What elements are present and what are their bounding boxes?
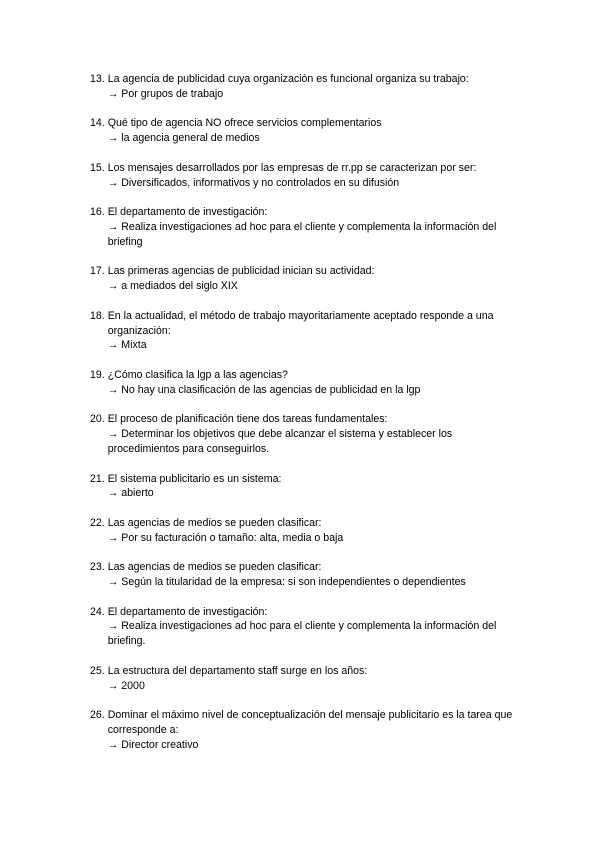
question-number: 15. <box>90 161 105 174</box>
question-text: Qué tipo de agencia NO ofrece servicios complementarios <box>107 117 382 130</box>
question-body <box>108 368 520 398</box>
answer-text: → a mediados del siglo XIX <box>107 280 238 293</box>
question-text: Dominar el máximo nivel de conceptualización del mensaje publicitario es la tarea que corresponde a: <box>107 709 513 737</box>
question-body <box>108 412 520 456</box>
question-item <box>90 205 520 249</box>
question-number: 20. <box>90 413 105 426</box>
question-number: 17. <box>90 265 105 278</box>
question-text: Los mensajes desarrollados por las empresas de rr.pp se caracterizan por ser: <box>107 161 477 174</box>
answer-text: → Mixta <box>107 339 147 352</box>
answer-text: → 2000 <box>107 679 145 692</box>
answer-text: → Director creativo <box>107 738 199 751</box>
question-item <box>90 605 520 649</box>
question-text: En la actualidad, el método de trabajo mayoritariamente aceptado responde a una organización: <box>107 309 494 337</box>
answer-text: → Diversificados, informativos y no controlados en su difusión <box>107 176 400 189</box>
question-item <box>90 264 520 294</box>
answer-text: → Por su facturación o tamaño: alta, media o baja <box>107 531 344 544</box>
answer-text: → Según la titularidad de la empresa: si son independientes o dependientes <box>107 576 466 589</box>
question-item <box>90 516 520 546</box>
question-number: 13. <box>90 73 105 85</box>
question-number: 14. <box>90 117 105 130</box>
question-item <box>90 560 520 590</box>
question-text: El departamento de investigación: <box>107 206 268 219</box>
question-item <box>90 309 520 353</box>
answer-text: → Determinar los objetivos que debe alcanzar el sistema y establecer los procedimientos para conseguirlos. <box>107 428 453 455</box>
question-number: 25. <box>90 664 105 677</box>
question-text: Las agencias de medios se pueden clasificar: <box>107 516 322 529</box>
question-body <box>108 161 520 191</box>
question-number: 23. <box>90 561 105 574</box>
question-text: ¿Cómo clasifica la lgp a las agencias? <box>107 368 288 381</box>
question-text: Las agencias de medios se pueden clasificar: <box>107 561 322 574</box>
answer-text: → Realiza investigaciones ad hoc para el cliente y complementa la información del briefing <box>107 220 497 248</box>
question-number: 26. <box>90 709 105 722</box>
question-body <box>108 516 520 546</box>
question-number: 18. <box>90 309 105 322</box>
question-body <box>108 605 520 649</box>
question-number: 24. <box>90 605 105 618</box>
question-body <box>108 116 520 146</box>
question-item <box>90 664 520 694</box>
question-item <box>90 368 520 398</box>
answer-text: → Realiza investigaciones ad hoc para el cliente y complementa la información del briefing. <box>107 620 497 648</box>
question-text: El departamento de investigación: <box>107 605 268 618</box>
question-item <box>90 161 520 191</box>
question-text: El proceso de planificación tiene dos tareas fundamentales: <box>107 413 388 426</box>
question-body <box>108 309 520 353</box>
question-item <box>90 412 520 456</box>
answer-text: → la agencia general de medios <box>107 132 260 145</box>
question-body <box>108 472 520 502</box>
question-item <box>90 72 520 102</box>
question-text: El sistema publicitario es un sistema: <box>107 472 282 485</box>
question-body <box>108 205 520 249</box>
question-text: Las primeras agencias de publicidad inician su actividad: <box>107 265 375 278</box>
question-item <box>90 116 520 146</box>
answer-text: → abierto <box>107 487 154 500</box>
question-number: 16. <box>90 206 105 219</box>
question-body <box>108 664 520 694</box>
question-body <box>108 708 520 752</box>
question-number: 22. <box>90 516 105 529</box>
question-list <box>90 72 520 767</box>
question-item <box>90 708 520 752</box>
question-body <box>108 264 520 294</box>
question-body <box>108 72 520 102</box>
question-number: 19. <box>90 368 105 381</box>
question-text: La agencia de publicidad cuya organización es funcional organiza su trabajo: <box>107 73 469 85</box>
answer-text: → No hay una clasificación de las agencias de publicidad en la lgp <box>107 383 421 396</box>
question-item <box>90 472 520 502</box>
answer-text: → Por grupos de trabajo <box>107 87 224 100</box>
question-body <box>108 560 520 590</box>
question-number: 21. <box>90 472 105 485</box>
question-text: La estructura del departamento staff surge en los años: <box>107 664 368 677</box>
